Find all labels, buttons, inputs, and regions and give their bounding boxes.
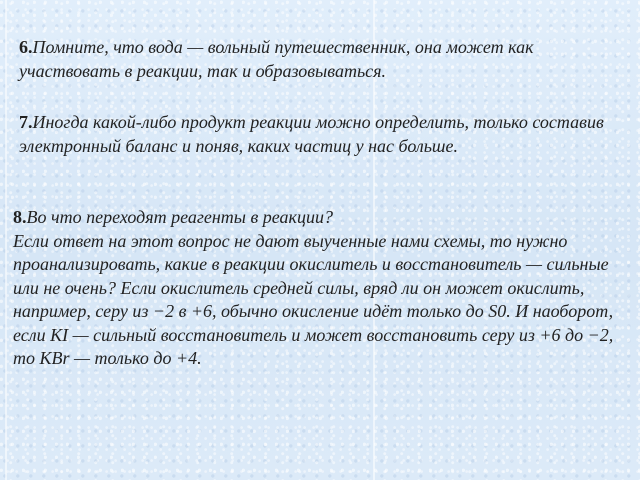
background-seam [5, 0, 7, 480]
tip-number: 6. [19, 37, 33, 57]
tip-paragraph-8 [13, 206, 625, 371]
tip-text: Иногда какой-либо продукт реакции можно определить, только составив электронный баланс и поняв, каких частиц у нас больше. [19, 112, 604, 156]
tip-number: 8. [13, 207, 27, 227]
tip-number: 7. [19, 112, 33, 132]
tip-paragraph-7 [19, 111, 609, 158]
tip-paragraph-6 [19, 36, 615, 83]
tip-heading: Во что переходят реагенты в реакции? [26, 207, 333, 227]
tip-text: Помните, что вода — вольный путешественник, она может как участвовать в реакции, так и образовываться. [19, 37, 534, 81]
tip-text: Если ответ на этот вопрос не дают выученные нами схемы, то нужно проанализировать, какие в реакции окислитель и восстановитель — сильные или не очень? Если окислитель средней силы, вряд ли он может окислить, например, серу из −2 в +6, обычно окисление идёт только до S0. И наоборот, если KI — сильный восстановитель и может восстановить серу из +6 до −2, то KBr — только до +4. [13, 230, 614, 368]
